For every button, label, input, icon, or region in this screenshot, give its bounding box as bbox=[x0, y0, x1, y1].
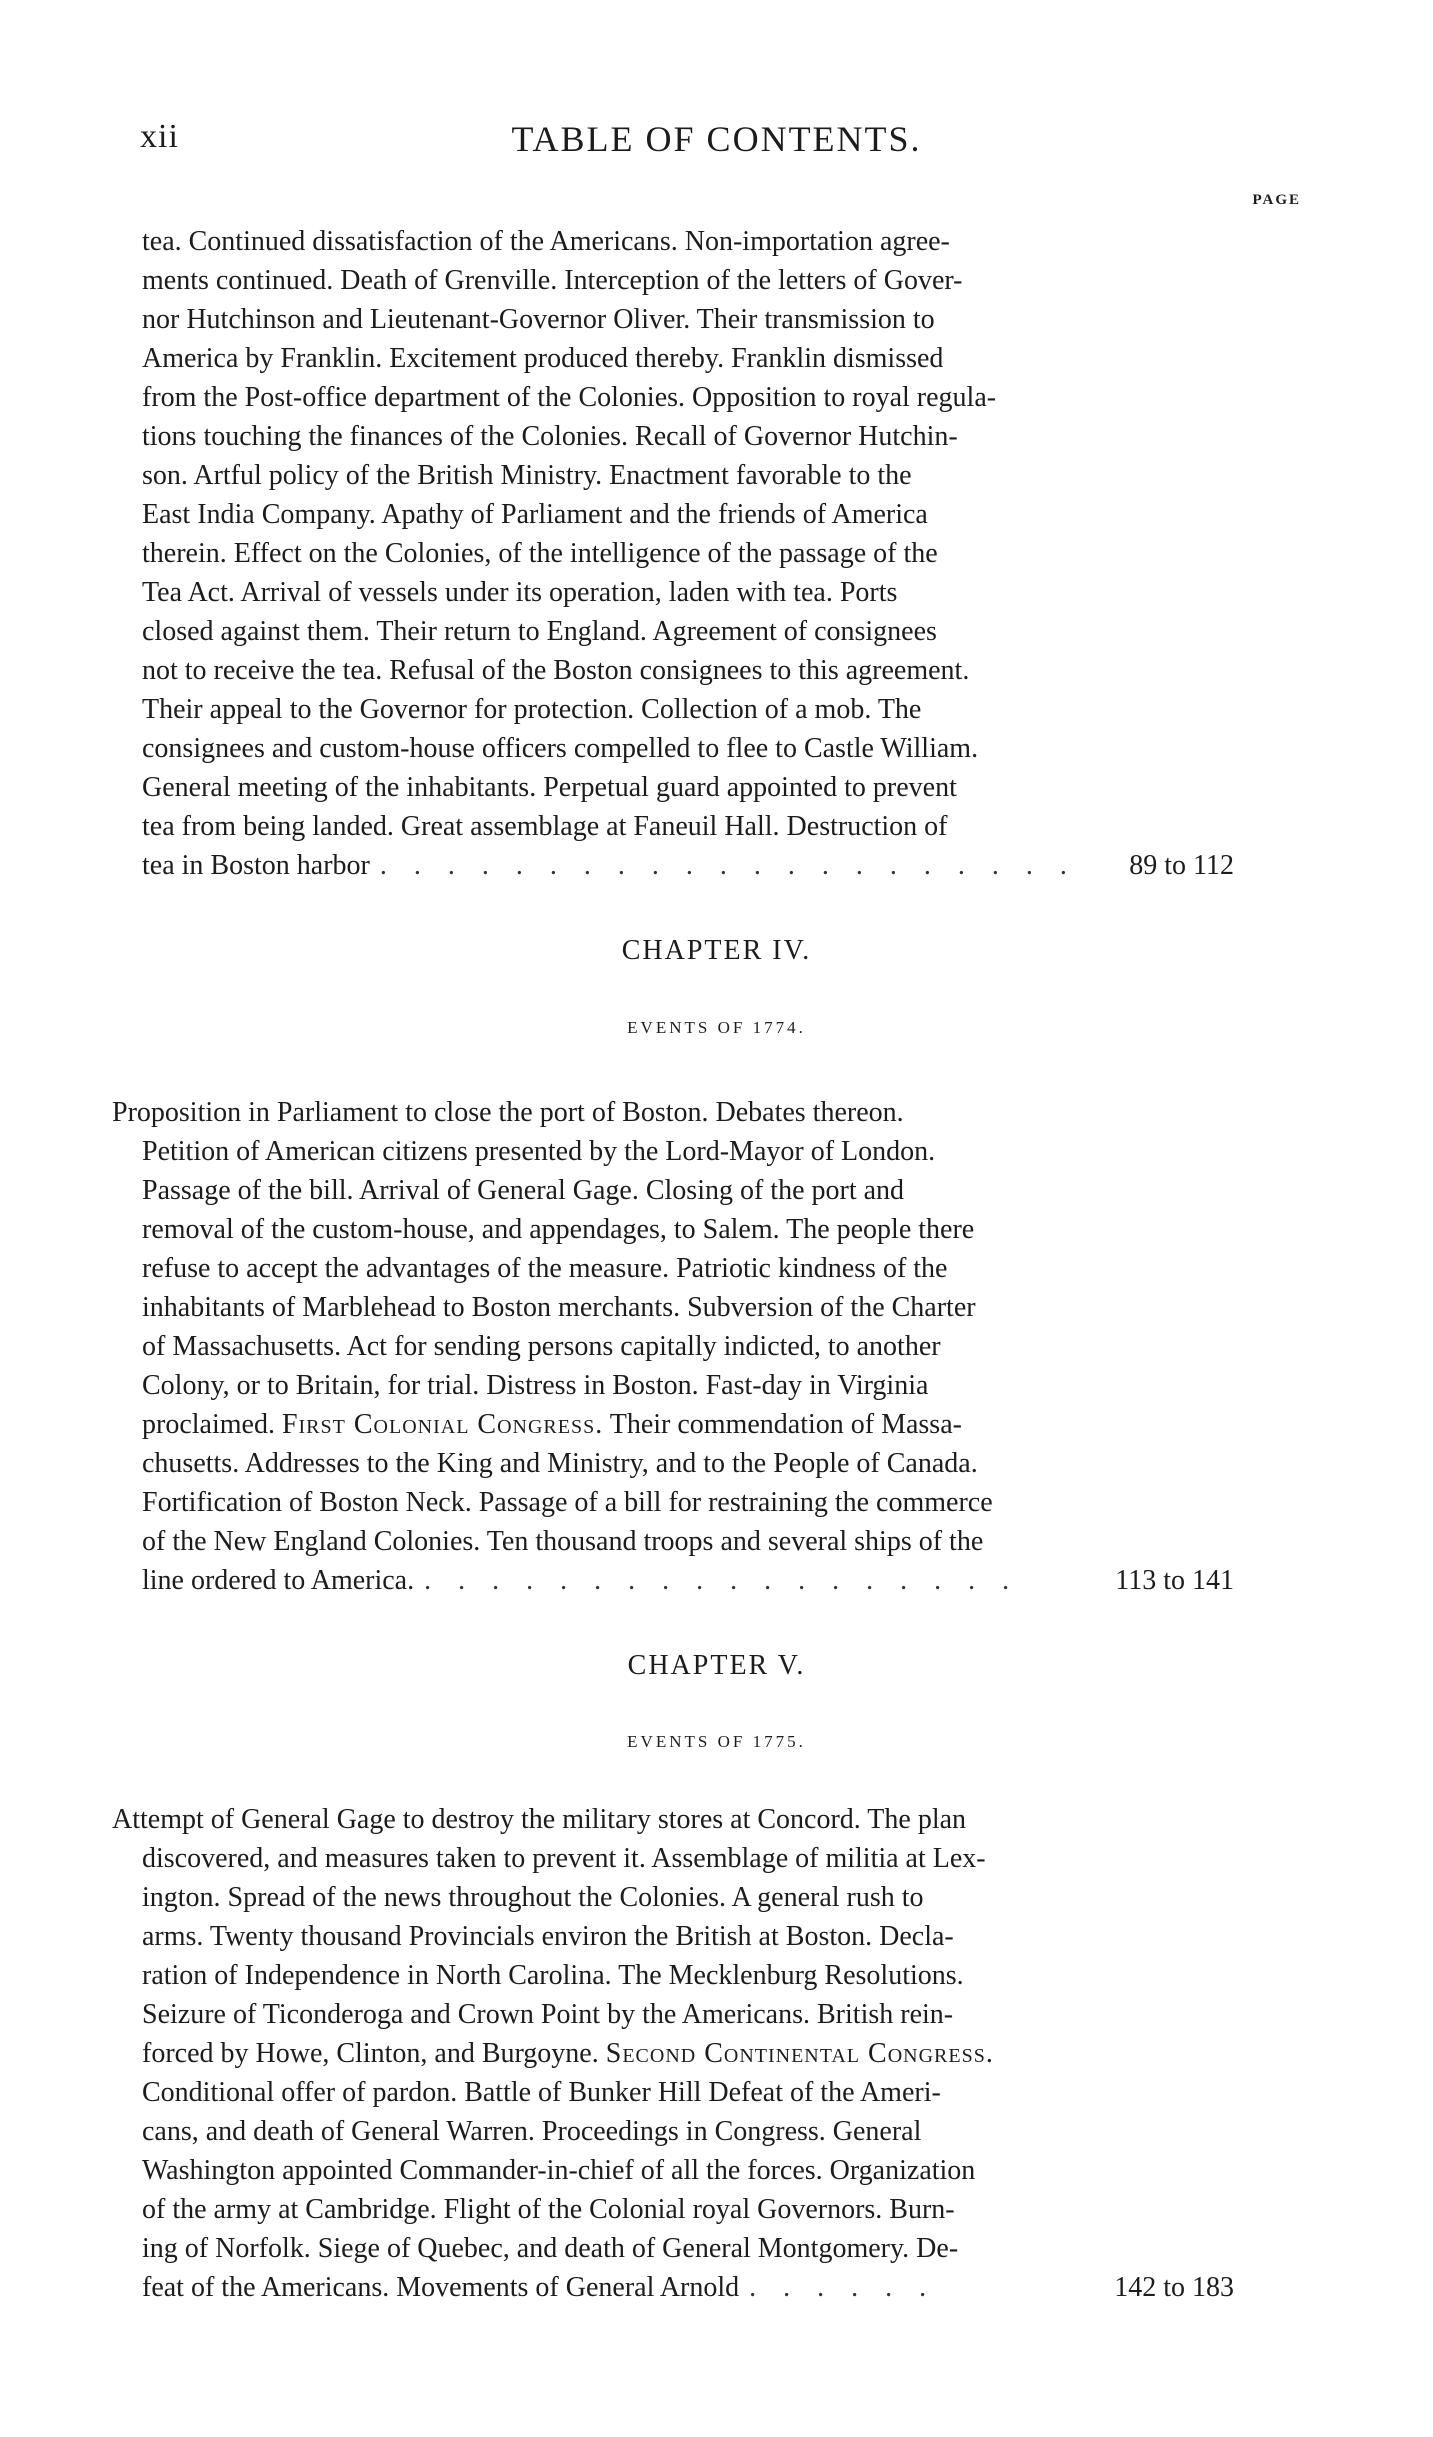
chapter-title: CHAPTER IV. bbox=[621, 935, 812, 966]
page-number: xii bbox=[140, 118, 179, 155]
summary-line: Tea Act. Arrival of vessels under its operation, laden with tea. Ports bbox=[142, 577, 898, 608]
summary-line: General meeting of the inhabitants. Perpetual guard appointed to prevent bbox=[142, 772, 957, 803]
toc-entry-last-line bbox=[142, 846, 1234, 885]
chapter-title: CHAPTER V. bbox=[627, 1650, 806, 1681]
chapter-4-summary bbox=[112, 1093, 1234, 1600]
summary-line: tions touching the finances of the Colonies. Recall of Governor Hutchin- bbox=[142, 421, 958, 452]
summary-line bbox=[112, 2034, 1230, 2073]
dot-leader: . . . . . . bbox=[749, 2272, 937, 2303]
summary-text: forced by Howe, Clinton, and Burgoyne. bbox=[142, 2038, 599, 2069]
summary-line: feat of the Americans. Movements of General Arnold bbox=[142, 2272, 740, 2303]
summary-line: chusetts. Addresses to the King and Ministry, and to the People of Canada. bbox=[142, 1448, 978, 1479]
summary-line: of the New England Colonies. Ten thousand troops and several ships of the bbox=[142, 1526, 984, 1557]
dot-leader: . . . . . . . . . . . . . . . . . . bbox=[424, 1565, 1020, 1596]
summary-line: ration of Independence in North Carolina. The Mecklenburg Resolutions. bbox=[142, 1960, 964, 1991]
summary-line: cans, and death of General Warren. Proceedings in Congress. General bbox=[142, 2116, 922, 2147]
summary-line: ments continued. Death of Grenville. Interception of the letters of Gover- bbox=[142, 265, 963, 296]
summary-line: tea in Boston harbor bbox=[142, 850, 370, 881]
summary-line: Petition of American citizens presented by the Lord-Mayor of London. bbox=[142, 1136, 936, 1167]
summary-line: ing of Norfolk. Siege of Quebec, and death of General Montgomery. De- bbox=[142, 2233, 959, 2264]
summary-line: not to receive the tea. Refusal of the Boston consignees to this agreement. bbox=[142, 655, 970, 686]
summary-line: consignees and custom-house officers compelled to flee to Castle William. bbox=[142, 733, 979, 764]
summary-line: Proposition in Parliament to close the port of Boston. Debates thereon. bbox=[112, 1097, 904, 1128]
summary-line: line ordered to America. bbox=[142, 1565, 415, 1596]
summary-text: Their commendation of Massa- bbox=[609, 1409, 962, 1440]
summary-line: Attempt of General Gage to destroy the military stores at Concord. The plan bbox=[112, 1804, 967, 1835]
summary-line: of Massachusetts. Act for sending persons capitally indicted, to another bbox=[142, 1331, 941, 1362]
summary-line: Colony, or to Britain, for trial. Distress in Boston. Fast-day in Virginia bbox=[142, 1370, 929, 1401]
summary-line: Fortification of Boston Neck. Passage of a bill for restraining the commerce bbox=[142, 1487, 993, 1518]
summary-line: from the Post-office department of the Colonies. Opposition to royal regula- bbox=[142, 382, 997, 413]
summary-line: Their appeal to the Governor for protection. Collection of a mob. The bbox=[142, 694, 922, 725]
toc-entry-last-line bbox=[112, 1561, 1234, 1600]
chapter-3-summary bbox=[142, 222, 1234, 885]
summary-line: son. Artful policy of the British Ministry. Enactment favorable to the bbox=[142, 460, 912, 491]
running-head: TABLE OF CONTENTS. bbox=[511, 119, 922, 159]
summary-line: East India Company. Apathy of Parliament and the friends of America bbox=[142, 499, 928, 530]
summary-line bbox=[112, 1405, 1230, 1444]
summary-line: Passage of the bill. Arrival of General Gage. Closing of the port and bbox=[142, 1175, 905, 1206]
summary-line: tea. Continued dissatisfaction of the Americans. Non-importation agree- bbox=[142, 226, 950, 257]
summary-line: therein. Effect on the Colonies, of the intelligence of the passage of the bbox=[142, 538, 938, 569]
summary-line: of the army at Cambridge. Flight of the Colonial royal Governors. Burn- bbox=[142, 2194, 955, 2225]
summary-line: discovered, and measures taken to prevent it. Assemblage of militia at Lex- bbox=[142, 1843, 986, 1874]
summary-line: tea from being landed. Great assemblage at Faneuil Hall. Destruction of bbox=[142, 811, 948, 842]
summary-line: refuse to accept the advantages of the measure. Patriotic kindness of the bbox=[142, 1253, 948, 1284]
summary-line: removal of the custom-house, and appendages, to Salem. The people there bbox=[142, 1214, 975, 1245]
summary-line: inhabitants of Marblehead to Boston merchants. Subversion of the Charter bbox=[142, 1292, 976, 1323]
summary-line: Conditional offer of pardon. Battle of Bunker Hill Defeat of the Ameri- bbox=[142, 2077, 941, 2108]
chapter-subtitle: EVENTS OF 1775. bbox=[627, 1732, 806, 1751]
summary-line: ington. Spread of the news throughout the Colonies. A general rush to bbox=[142, 1882, 924, 1913]
toc-entry-last-line bbox=[112, 2268, 1234, 2307]
dot-leader: . . . . . . . . . . . . . . . . . . . . . bbox=[379, 850, 1077, 881]
chapter-5-summary bbox=[112, 1800, 1234, 2307]
summary-line: arms. Twenty thousand Provincials environ the British at Boston. Decla- bbox=[142, 1921, 954, 1952]
summary-line: closed against them. Their return to England. Agreement of consignees bbox=[142, 616, 937, 647]
page-range: 113 to 141 bbox=[1115, 1565, 1234, 1596]
page-column-label: PAGE bbox=[1252, 192, 1301, 208]
summary-line: Seizure of Ticonderoga and Crown Point by the Americans. British rein- bbox=[142, 1999, 954, 2030]
summary-line: nor Hutchinson and Lieutenant-Governor Oliver. Their transmission to bbox=[142, 304, 935, 335]
congress-heading: First Colonial Congress. bbox=[281, 1409, 604, 1440]
chapter-subtitle: EVENTS OF 1774. bbox=[627, 1018, 806, 1037]
summary-line: America by Franklin. Excitement produced thereby. Franklin dismissed bbox=[142, 343, 944, 374]
page-range: 142 to 183 bbox=[1114, 2272, 1234, 2303]
congress-heading: Second Continental Congress. bbox=[605, 2038, 994, 2069]
page-range: 89 to 112 bbox=[1129, 850, 1234, 881]
summary-text: proclaimed. bbox=[142, 1409, 275, 1440]
summary-line: Washington appointed Commander-in-chief of all the forces. Organization bbox=[142, 2155, 976, 2186]
